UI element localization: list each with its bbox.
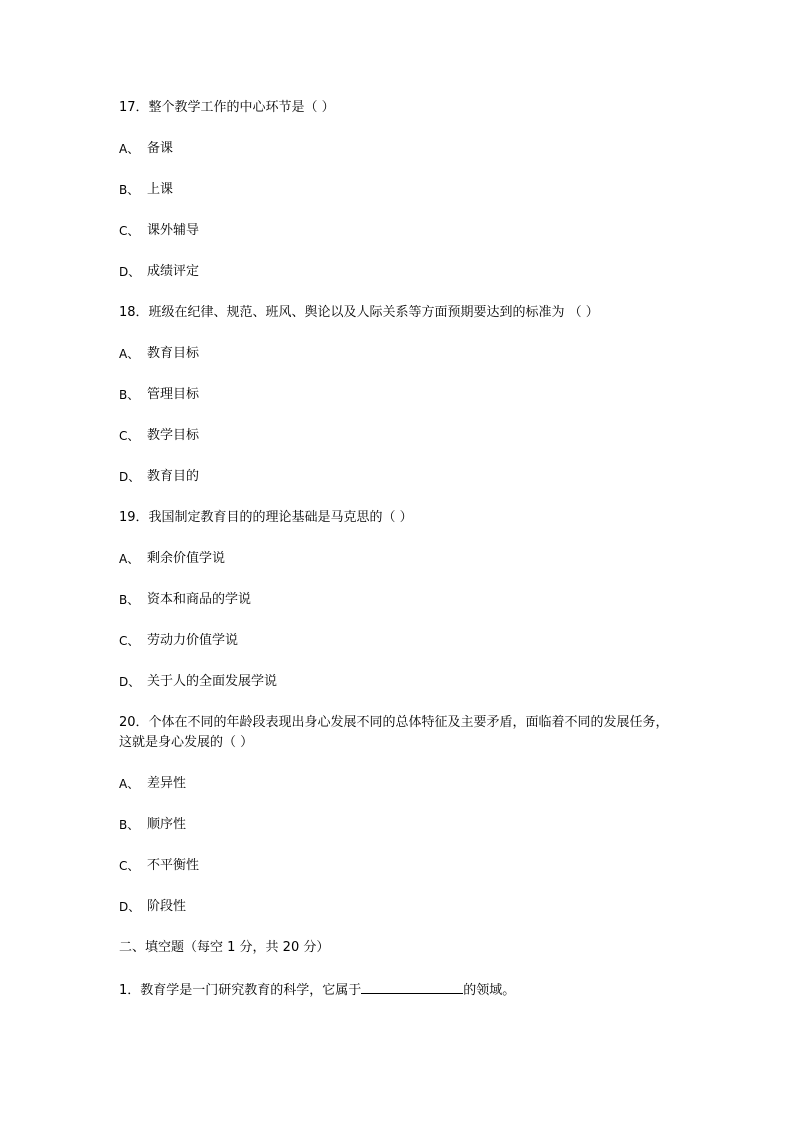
option-d (119, 467, 679, 487)
option-b (119, 385, 679, 405)
option-letter: D、 (119, 675, 141, 689)
option-text: 差异性 (147, 776, 187, 791)
section-title: 二、填空题（每空 1 分，共 20 分） (119, 940, 330, 955)
option-c (119, 856, 679, 876)
option-b (119, 180, 679, 200)
option-letter: D、 (119, 900, 141, 914)
option-letter: B、 (119, 818, 140, 832)
fill-question-1 (119, 979, 679, 1001)
option-text: 教育目标 (147, 346, 200, 361)
fill-question-after: 的领域。 (463, 983, 516, 998)
fill-question-before: 1．教育学是一门研究教育的科学，它属于 (119, 983, 362, 998)
option-text: 备课 (147, 141, 174, 156)
option-letter: B、 (119, 388, 140, 402)
option-letter: A、 (119, 777, 140, 791)
option-text: 阶段性 (147, 899, 187, 914)
option-letter: C、 (119, 224, 140, 238)
option-letter: D、 (119, 470, 141, 484)
question-19 (119, 508, 679, 692)
option-a (119, 549, 679, 569)
option-text: 关于人的全面发展学说 (147, 674, 278, 689)
answer-blank (361, 979, 463, 994)
option-text: 不平衡性 (147, 858, 200, 873)
option-c (119, 631, 679, 651)
option-a (119, 774, 679, 794)
option-text: 上课 (147, 182, 174, 197)
option-text: 管理目标 (147, 387, 200, 402)
exam-page (119, 98, 679, 1022)
option-text: 顺序性 (147, 817, 187, 832)
option-letter: A、 (119, 347, 140, 361)
option-text: 劳动力价值学说 (147, 633, 239, 648)
option-a (119, 344, 679, 364)
option-d (119, 262, 679, 282)
option-d (119, 672, 679, 692)
question-stem: 20．个体在不同的年龄段表现出身心发展不同的总体特征及主要矛盾，面临着不同的发展任务，这就是身心发展的（ ） (119, 715, 669, 750)
option-text: 剩余价值学说 (147, 551, 226, 566)
option-letter: B、 (119, 593, 140, 607)
option-letter: C、 (119, 429, 140, 443)
option-text: 资本和商品的学说 (147, 592, 252, 607)
option-letter: C、 (119, 634, 140, 648)
option-letter: A、 (119, 552, 140, 566)
option-a (119, 139, 679, 159)
question-stem: 17．整个教学工作的中心环节是（ ） (119, 100, 335, 115)
option-letter: D、 (119, 265, 141, 279)
option-letter: A、 (119, 142, 140, 156)
option-text: 成绩评定 (147, 264, 200, 279)
option-letter: C、 (119, 859, 140, 873)
question-20 (119, 713, 679, 917)
question-stem: 18．班级在纪律、规范、班风、舆论以及人际关系等方面预期要达到的标准为 （ ） (119, 305, 599, 320)
option-d (119, 897, 679, 917)
question-17 (119, 98, 679, 282)
option-text: 教育目的 (147, 469, 200, 484)
option-c (119, 426, 679, 446)
option-text: 课外辅导 (147, 223, 200, 238)
option-letter: B、 (119, 183, 140, 197)
question-18 (119, 303, 679, 487)
option-b (119, 815, 679, 835)
question-stem: 19．我国制定教育目的的理论基础是马克思的（ ） (119, 510, 413, 525)
option-b (119, 590, 679, 610)
option-c (119, 221, 679, 241)
option-text: 教学目标 (147, 428, 200, 443)
